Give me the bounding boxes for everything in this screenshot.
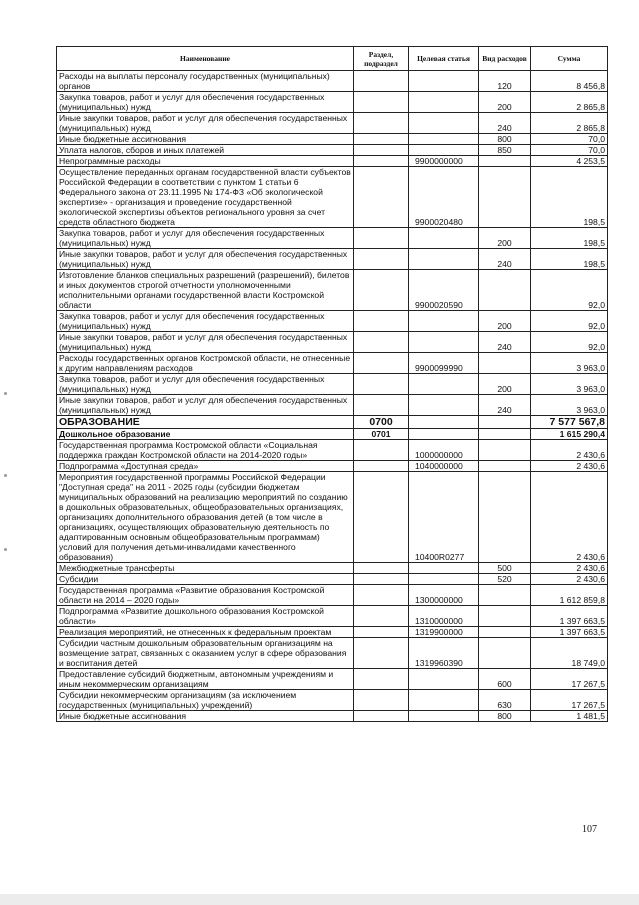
cell-sum: 1 481,5: [531, 711, 608, 722]
cell-code: 10400R0277: [409, 472, 479, 563]
cell-sec: [354, 440, 409, 461]
cell-sec: 0701: [354, 429, 409, 440]
cell-code: [409, 563, 479, 574]
table-row: [57, 711, 608, 722]
budget-table: [56, 46, 608, 722]
cell-code: 9900000000: [409, 156, 479, 167]
cell-act: 800: [479, 134, 531, 145]
cell-name: Дошкольное образование: [57, 429, 354, 440]
cell-sum: 2 865,8: [531, 113, 608, 134]
cell-sum: 70,0: [531, 145, 608, 156]
cell-name: Иные закупки товаров, работ и услуг для обеспечения государственных (муниципальных) нужд: [57, 249, 354, 270]
cell-code: [409, 71, 479, 92]
cell-sum: 7 577 567,8: [531, 416, 608, 429]
cell-code: [409, 249, 479, 270]
cell-sec: [354, 353, 409, 374]
cell-sum: 17 267,5: [531, 690, 608, 711]
cell-act: [479, 270, 531, 311]
cell-code: [409, 711, 479, 722]
cell-name: ОБРАЗОВАНИЕ: [57, 416, 354, 429]
page-number: 107: [582, 824, 597, 835]
cell-code: [409, 332, 479, 353]
table-row: [57, 311, 608, 332]
cell-sum: 3 963,0: [531, 395, 608, 416]
scan-bottom-strip: [0, 894, 639, 905]
table-row: [57, 461, 608, 472]
cell-name: Закупка товаров, работ и услуг для обеспечения государственных (муниципальных) нужд: [57, 228, 354, 249]
table-header-row: [57, 47, 608, 71]
cell-name: Реализация мероприятий, не отнесенных к федеральным проектам: [57, 627, 354, 638]
cell-sec: [354, 690, 409, 711]
cell-act: 800: [479, 711, 531, 722]
cell-sum: 2 430,6: [531, 461, 608, 472]
cell-code: [409, 690, 479, 711]
cell-act: [479, 585, 531, 606]
cell-act: 120: [479, 71, 531, 92]
cell-sum: 1 615 290,4: [531, 429, 608, 440]
cell-name: Государственная программа «Развитие образования Костромской области на 2014 – 2020 годы»: [57, 585, 354, 606]
cell-sec: [354, 395, 409, 416]
cell-sum: 18 749,0: [531, 638, 608, 669]
cell-code: 9900020590: [409, 270, 479, 311]
cell-act: 600: [479, 669, 531, 690]
cell-sec: [354, 711, 409, 722]
cell-act: 630: [479, 690, 531, 711]
cell-sum: 3 963,0: [531, 374, 608, 395]
cell-code: [409, 145, 479, 156]
cell-act: [479, 416, 531, 429]
cell-name: Иные бюджетные ассигнования: [57, 134, 354, 145]
header-type: Вид расходов: [479, 47, 531, 71]
cell-code: 1310000000: [409, 606, 479, 627]
cell-sum: 2 865,8: [531, 92, 608, 113]
cell-code: [409, 669, 479, 690]
cell-sec: [354, 472, 409, 563]
cell-name: Подпрограмма «Доступная среда»: [57, 461, 354, 472]
cell-name: Закупка товаров, работ и услуг для обеспечения государственных (муниципальных) нужд: [57, 374, 354, 395]
cell-sec: [354, 156, 409, 167]
table-row: [57, 332, 608, 353]
cell-sum: 8 456,8: [531, 71, 608, 92]
cell-sum: 92,0: [531, 332, 608, 353]
cell-name: Иные бюджетные ассигнования: [57, 711, 354, 722]
cell-name: Государственная программа Костромской области «Социальная поддержка граждан Костромской области на 2014-2020 годы»: [57, 440, 354, 461]
cell-sec: [354, 71, 409, 92]
cell-act: [479, 429, 531, 440]
cell-sec: [354, 627, 409, 638]
cell-sec: 0700: [354, 416, 409, 429]
cell-act: [479, 627, 531, 638]
cell-code: 1000000000: [409, 440, 479, 461]
table-row: [57, 574, 608, 585]
cell-act: 200: [479, 374, 531, 395]
table-row: [57, 353, 608, 374]
cell-act: [479, 353, 531, 374]
cell-code: [409, 416, 479, 429]
cell-sec: [354, 145, 409, 156]
cell-sum: 3 963,0: [531, 353, 608, 374]
table-row: [57, 145, 608, 156]
table-row: [57, 156, 608, 167]
cell-sec: [354, 638, 409, 669]
cell-sec: [354, 461, 409, 472]
cell-code: [409, 574, 479, 585]
cell-code: [409, 92, 479, 113]
cell-act: [479, 638, 531, 669]
table-row: [57, 585, 608, 606]
cell-code: [409, 113, 479, 134]
cell-sec: [354, 92, 409, 113]
cell-sec: [354, 669, 409, 690]
table-row: [57, 134, 608, 145]
cell-sum: 4 253,5: [531, 156, 608, 167]
cell-code: 1319900000: [409, 627, 479, 638]
table-row: [57, 395, 608, 416]
cell-name: Уплата налогов, сборов и иных платежей: [57, 145, 354, 156]
cell-sec: [354, 249, 409, 270]
cell-name: Осуществление переданных органам государственной власти субъектов Российской Федерации в соответствии с пунктом 1 статьи 6 Федерального закона от 23.11.1995 № 174-ФЗ «Об экологической экспертизе» - организация и проведение государственной экологической экспертизы объектов регионального уровня за счет средств областного бюджета: [57, 167, 354, 228]
cell-code: 1300000000: [409, 585, 479, 606]
cell-name: Расходы на выплаты персоналу государственных (муниципальных) органов: [57, 71, 354, 92]
table-row: [57, 416, 608, 429]
cell-name: Предоставление субсидий бюджетным, автономным учреждениям и иным некоммерческим организациям: [57, 669, 354, 690]
table-row: [57, 563, 608, 574]
cell-act: [479, 167, 531, 228]
cell-name: Субсидии частным дошкольным образовательным организациям на возмещение затрат, связанных с оказанием услуг в сфере образования и воспитания детей: [57, 638, 354, 669]
cell-name: Закупка товаров, работ и услуг для обеспечения государственных (муниципальных) нужд: [57, 311, 354, 332]
cell-act: 240: [479, 332, 531, 353]
cell-act: 240: [479, 249, 531, 270]
table-row: [57, 113, 608, 134]
cell-name: Непрограммные расходы: [57, 156, 354, 167]
cell-sec: [354, 563, 409, 574]
cell-sec: [354, 228, 409, 249]
cell-act: [479, 156, 531, 167]
header-name: Наименование: [57, 47, 354, 71]
cell-name: Закупка товаров, работ и услуг для обеспечения государственных (муниципальных) нужд: [57, 92, 354, 113]
cell-sec: [354, 585, 409, 606]
cell-sec: [354, 574, 409, 585]
cell-act: [479, 440, 531, 461]
cell-sum: 2 430,6: [531, 472, 608, 563]
scan-dot: [4, 474, 7, 477]
cell-code: 9900020480: [409, 167, 479, 228]
cell-sum: 198,5: [531, 228, 608, 249]
cell-sum: 1 397 663,5: [531, 606, 608, 627]
table-row: [57, 472, 608, 563]
table-row: [57, 606, 608, 627]
header-section: Раздел, подраздел: [354, 47, 409, 71]
cell-code: [409, 429, 479, 440]
cell-act: [479, 472, 531, 563]
table-row: [57, 669, 608, 690]
cell-code: [409, 395, 479, 416]
cell-code: [409, 134, 479, 145]
cell-name: Межбюджетные трансферты: [57, 563, 354, 574]
cell-name: Иные закупки товаров, работ и услуг для обеспечения государственных (муниципальных) нужд: [57, 332, 354, 353]
budget-document-page: [56, 46, 607, 722]
cell-act: 500: [479, 563, 531, 574]
cell-name: Иные закупки товаров, работ и услуг для обеспечения государственных (муниципальных) нужд: [57, 395, 354, 416]
cell-act: 240: [479, 395, 531, 416]
table-row: [57, 638, 608, 669]
cell-name: Изготовление бланков специальных разрешений (разрешений), билетов и иных документов строгой отчетности уполномоченными исполнительными органами государственной власти Костромской области: [57, 270, 354, 311]
cell-code: 1040000000: [409, 461, 479, 472]
cell-act: [479, 606, 531, 627]
table-row: [57, 249, 608, 270]
cell-sum: 198,5: [531, 167, 608, 228]
cell-act: 200: [479, 92, 531, 113]
cell-sec: [354, 134, 409, 145]
cell-sum: 2 430,6: [531, 574, 608, 585]
cell-act: 850: [479, 145, 531, 156]
cell-sec: [354, 374, 409, 395]
cell-name: Субсидии некоммерческим организациям (за исключением государственных (муниципальных) учреждений): [57, 690, 354, 711]
table-row: [57, 440, 608, 461]
cell-code: [409, 374, 479, 395]
table-row: [57, 690, 608, 711]
cell-sec: [354, 113, 409, 134]
table-row: [57, 228, 608, 249]
cell-sum: 2 430,6: [531, 440, 608, 461]
scan-dot: [4, 548, 7, 551]
header-amount: Сумма: [531, 47, 608, 71]
cell-sec: [354, 270, 409, 311]
cell-act: [479, 461, 531, 472]
header-target: Целевая статья: [409, 47, 479, 71]
cell-act: 520: [479, 574, 531, 585]
table-row: [57, 627, 608, 638]
table-row: [57, 71, 608, 92]
scan-dot: [4, 392, 7, 395]
cell-sum: 92,0: [531, 270, 608, 311]
cell-act: 240: [479, 113, 531, 134]
cell-sum: 92,0: [531, 311, 608, 332]
table-row: [57, 374, 608, 395]
cell-name: Расходы государственных органов Костромской области, не отнесенные к другим направлениям расходов: [57, 353, 354, 374]
cell-name: Субсидии: [57, 574, 354, 585]
table-body: [57, 71, 608, 722]
cell-sec: [354, 167, 409, 228]
cell-name: Подпрограмма «Развитие дошкольного образования Костромской области»: [57, 606, 354, 627]
cell-code: 9900099990: [409, 353, 479, 374]
cell-sum: 70,0: [531, 134, 608, 145]
cell-sum: 1 397 663,5: [531, 627, 608, 638]
cell-act: 200: [479, 311, 531, 332]
cell-code: [409, 228, 479, 249]
cell-code: 1319960390: [409, 638, 479, 669]
table-row: [57, 167, 608, 228]
cell-sec: [354, 332, 409, 353]
cell-sec: [354, 606, 409, 627]
cell-sum: 17 267,5: [531, 669, 608, 690]
cell-code: [409, 311, 479, 332]
cell-act: 200: [479, 228, 531, 249]
cell-sum: 2 430,6: [531, 563, 608, 574]
table-row: [57, 429, 608, 440]
cell-name: Иные закупки товаров, работ и услуг для обеспечения государственных (муниципальных) нужд: [57, 113, 354, 134]
table-row: [57, 270, 608, 311]
cell-sec: [354, 311, 409, 332]
cell-name: Мероприятия государственной программы Российской Федерации "Доступная среда" на 2011 - 2025 годы (субсидии бюджетам муниципальных образований на реализацию мероприятий по созданию в дошкольных образовательных, общеобразовательных организациях, организациях дополнительного образования детей (в том числе в организациях, осуществляющих образовательную деятельность по адаптированным основным общеобразовательным программам) условий для получения детьми-инвалидами качественного образования): [57, 472, 354, 563]
cell-sum: 1 612 859,8: [531, 585, 608, 606]
cell-sum: 198,5: [531, 249, 608, 270]
table-row: [57, 92, 608, 113]
